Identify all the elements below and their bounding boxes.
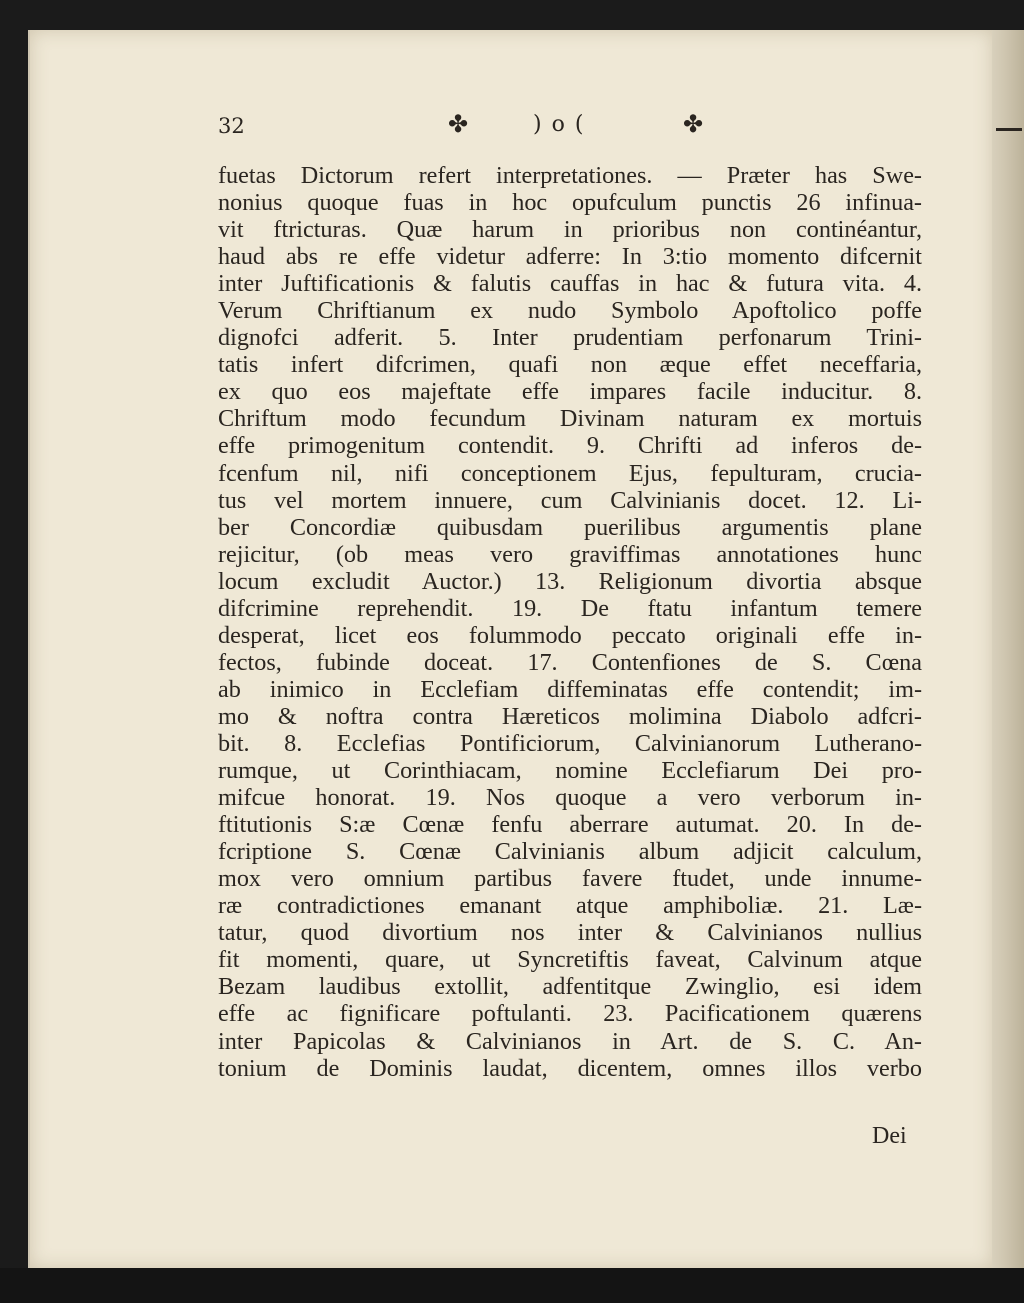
text-line: mo & noftra contra Hæreticos molimina Diabolo adfcri- [218,702,922,730]
text-line: fectos, fubinde doceat. 17. Contenfiones de S. Cœna [218,648,922,676]
text-line: tonium de Dominis laudat, dicentem, omnes illos verbo [218,1054,922,1082]
text-line: fcriptione S. Cœnæ Calvinianis album adjicit calculum, [218,838,922,866]
text-line: fuetas Dictorum refert interpretationes. — Præter has Swe- [218,162,922,189]
text-line: tus vel mortem innuere, cum Calvinianis docet. 12. Li- [218,486,922,514]
text-line: effe ac fignificare poftulanti. 23. Pacificationem quærens [218,1000,922,1028]
scan-bottom-border [0,1268,1024,1303]
page-number: 32 [218,114,245,138]
text-line: desperat, licet eos folummodo peccato originali effe in- [218,621,922,649]
text-line: inter Papicolas & Calvinianos in Art. de S. C. An- [218,1027,922,1055]
text-line: tatis infert difcrimen, quafi non æque effet neceffaria, [218,351,922,379]
body-text [218,162,922,1082]
text-line: rejicitur, (ob meas vero graviffimas annotationes hunc [218,540,922,568]
text-line: ftitutionis S:æ Cœnæ fenfu aberrare autumat. 20. In de- [218,811,922,839]
text-line: ber Concordiæ quibusdam puerilibus argumentis plane [218,513,922,541]
text-line: Verum Chriftianum ex nudo Symbolo Apoftolico poffe [218,297,922,325]
text-line: fcenfum nil, nifi conceptionem Ejus, fepulturam, crucia- [218,459,922,487]
header-divider: )o( [533,112,594,137]
text-line: nonius quoque fuas in hoc opufculum punctis 26 infinua- [218,189,922,217]
text-line: rumque, ut Corinthiacam, nomine Ecclefiarum Dei pro- [218,757,922,785]
text-line: haud abs re effe videtur adferre: In 3:tio momento difcernit [218,243,922,271]
text-line: tatur, quod divortium nos inter & Calvinianos nullius [218,919,922,947]
text-line: locum excludit Auctor.) 13. Religionum divortia absque [218,567,922,595]
text-line: ab inimico in Ecclefiam diffeminatas effe contendit; im- [218,675,922,703]
text-line: dignofci adferit. 5. Inter prudentiam perfonarum Trini- [218,324,922,352]
text-line: mifcue honorat. 19. Nos quoque a vero verborum in- [218,784,922,812]
running-header [218,108,918,148]
text-line: difcrimine reprehendit. 19. De ftatu infantum temere [218,594,922,622]
text-line: ex quo eos majeftate effe impares facile inducitur. 8. [218,378,922,406]
text-line: Bezam laudibus extollit, adfentitque Zwinglio, esi idem [218,973,922,1001]
edge-mark [996,128,1022,131]
text-line: ræ contradictiones emanant atque amphiboliæ. 21. Læ- [218,892,922,920]
adjacent-page-edge [992,30,1024,1268]
text-line: effe primogenitum contendit. 9. Chrifti ad inferos de- [218,432,922,460]
fleuron-right-icon: ✤ [683,110,704,138]
text-line: bit. 8. Ecclefias Pontificiorum, Calvinianorum Lutherano- [218,729,922,757]
text-line: inter Juftificationis & falutis cauffas in hac & futura vita. 4. [218,270,922,298]
text-line: mox vero omnium partibus favere ftudet, unde innume- [218,865,922,893]
text-line: Chriftum modo fecundum Divinam naturam ex mortuis [218,405,922,433]
catchword: Dei [872,1123,907,1149]
text-line: vit ftricturas. Quæ harum in prioribus non continéantur, [218,216,922,244]
text-line: fit momenti, quare, ut Syncretiftis faveat, Calvinum atque [218,946,922,974]
fleuron-left-icon: ✤ [448,110,469,138]
